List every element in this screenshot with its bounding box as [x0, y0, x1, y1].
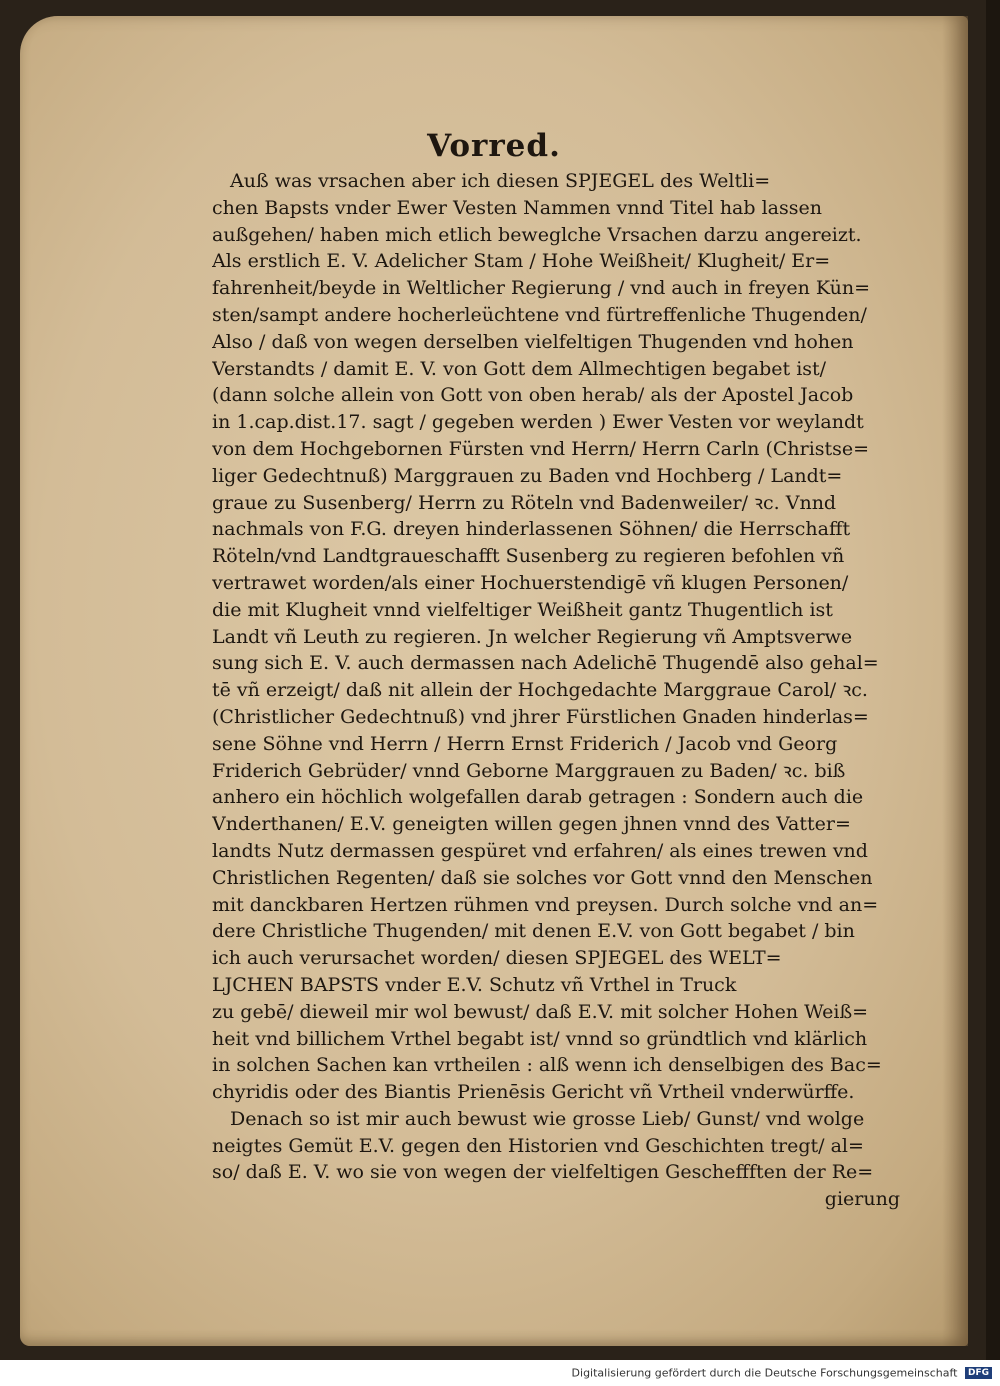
text-line: (Christlicher Gedechtnuß) vnd jhrer Fürstlichen Gnaden hinderlas= — [212, 705, 869, 728]
text-line: nachmals von F.G. dreyen hinderlassenen Söhnen/ die Herrschafft — [212, 518, 851, 541]
text-line: Röteln/vnd Landtgraueschafft Susenberg zu regieren befohlen vñ — [212, 545, 845, 568]
text-line: Als erstlich E. V. Adelicher Stam / Hohe Weißheit/ Klugheit/ Er= — [212, 250, 831, 273]
text-line: vertrawet worden/als einer Hochuerstendigē vñ klugen Personen/ — [212, 571, 849, 594]
text-line: liger Gedechtnuß) Marggrauen zu Baden vnd Hochberg / Landt= — [212, 464, 843, 487]
text-line: in solchen Sachen kan vrtheilen : alß wenn ich denselbigen des Bac= — [212, 1054, 882, 1077]
spine-shadow — [986, 0, 1000, 1360]
footer-credit: Digitalisierung gefördert durch die Deutsche Forschungsgemeinschaft — [571, 1366, 958, 1380]
text-line: die mit Klugheit vnnd vielfeltiger Weißheit gantz Thugentlich ist — [212, 598, 833, 621]
text-line: chen Bapsts vnder Ewer Vesten Nammen vnnd Titel hab lassen — [212, 196, 822, 219]
dfg-logo-icon: DFG — [965, 1367, 992, 1379]
page-edge-shading — [942, 16, 968, 1346]
text-line: neigtes Gemüt E.V. gegen den Historien vnd Geschichten tregt/ al= — [212, 1134, 864, 1157]
text-line: sene Söhne vnd Herrn / Herrn Ernst Friderich / Jacob vnd Georg — [212, 732, 838, 755]
text-line: LJCHEN BAPSTS vnder E.V. Schutz vñ Vrthel in Truck — [212, 973, 737, 996]
text-line: ich auch verursachet worden/ diesen SPJEGEL des WELT= — [212, 947, 782, 970]
catchword: gierung — [824, 1188, 900, 1211]
digitization-footer — [0, 1366, 992, 1380]
text-line: sung sich E. V. auch dermassen nach Adelichē Thugendē also gehal= — [212, 652, 879, 675]
text-line: landts Nutz dermassen gespüret vnd erfahren/ als eines trewen vnd — [212, 839, 868, 862]
text-line: chyridis oder des Biantis Prienēsis Gericht vñ Vrtheil vnderwürffe. — [212, 1081, 855, 1104]
text-line: fahrenheit/beyde in Weltlicher Regierung / vnd auch in freyen Kün= — [212, 277, 871, 300]
text-line: dere Christliche Thugenden/ mit denen E.V. von Gott begabet / bin — [212, 920, 855, 943]
text-line: so/ daß E. V. wo sie von wegen der vielfeltigen Gescheffften der Re= — [212, 1161, 874, 1184]
text-line: Auß was vrsachen aber ich diesen SPJEGEL des Weltli= — [230, 170, 771, 192]
text-line: von dem Hochgebornen Fürsten vnd Herrn/ Herrn Carln (Christse= — [212, 437, 870, 460]
text-line: mit danckbaren Hertzen rühmen vnd preysen. Durch solche vnd an= — [212, 893, 879, 916]
text-line: in 1.cap.dist.17. sagt / gegeben werden ) Ewer Vesten vor weylandt — [212, 411, 864, 434]
text-line: sten/sampt andere hocherleüchtene vnd fürtreffenliche Thugenden/ — [212, 303, 867, 326]
text-line: anhero ein höchlich wolgefallen darab getragen : Sondern auch die — [212, 786, 864, 809]
text-line: Vnderthanen/ E.V. geneigten willen gegen jhnen vnnd des Vatter= — [212, 813, 851, 836]
text-line: zu gebē/ dieweil mir wol bewust/ daß E.V. mit solcher Hohen Weiß= — [212, 1000, 869, 1023]
book-page — [20, 16, 968, 1346]
text-line: Also / daß von wegen derselben vielfeltigen Thugenden vnd hohen — [212, 330, 854, 353]
text-line: heit vnd billichem Vrthel begabt ist/ vnnd so gründtlich vnd klärlich — [212, 1027, 868, 1050]
body-text — [212, 168, 912, 1213]
text-line: Verstandts / damit E. V. von Gott dem Allmechtigen begabet ist/ — [212, 357, 827, 380]
text-line: Friderich Gebrüder/ vnnd Geborne Marggrauen zu Baden/ ꝛc. biß — [212, 759, 846, 782]
text-line: außgehen/ haben mich etlich beweglche Vrsachen darzu angereizt. — [212, 223, 862, 246]
text-line: tē vñ erzeigt/ daß nit allein der Hochgedachte Marggraue Carol/ ꝛc. — [212, 679, 868, 702]
page-heading: Vorred. — [427, 128, 561, 164]
text-line: graue zu Susenberg/ Herrn zu Röteln vnd Badenweiler/ ꝛc. Vnnd — [212, 491, 837, 514]
text-line: (dann solche allein von Gott von oben herab/ als der Apostel Jacob — [212, 384, 854, 407]
text-line: Christlichen Regenten/ daß sie solches vor Gott vnnd den Menschen — [212, 866, 873, 889]
text-line: Landt vñ Leuth zu regieren. Jn welcher Regierung vñ Amptsverwe — [212, 625, 853, 648]
text-line: Denach so ist mir auch bewust wie grosse Lieb/ Gunst/ vnd wolge — [230, 1107, 865, 1130]
